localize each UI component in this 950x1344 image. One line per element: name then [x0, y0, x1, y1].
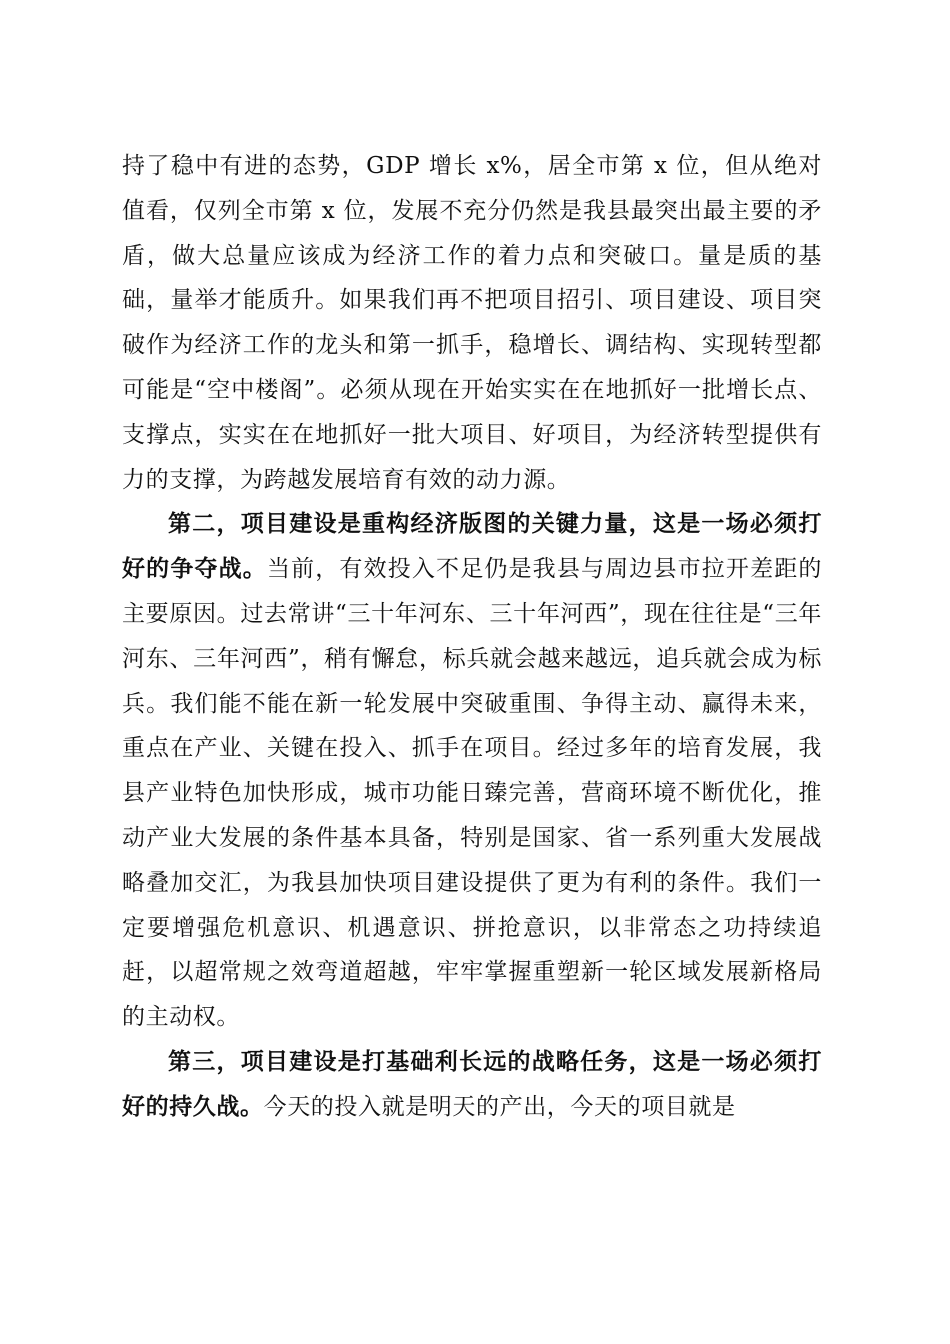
paragraph-lead-heading: 第二，项目建设是重构经济版图的关键力量，这是一场必须打好的争夺战。 — [122, 510, 822, 583]
paragraph-body: 今天的投入就是明天的产出，今天的项目就是 — [263, 1093, 736, 1120]
paragraph-body: 持了稳中有进的态势，GDP 增长 x%，居全市第 x 位，但从绝对值看，仅列全市第 x 位，发展不充分仍然是我县最突出最主要的矛盾，做大总量应该成为经济工作的着力点和突破口。量是质的基础，量举才能质升。如果我们再不把项目招引、项目建设、项目突破作为经济工作的龙头和第一抓手，稳增长、调结构、实现转型都可能是“空中楼阁”。必须从现在开始实实在在地抓好一批增长点、支撑点，实实在在地抓好一批大项目、好项目，为经济转型提供有力的支撑，为跨越发展培育有效的动力源。 — [122, 153, 822, 493]
paragraph-third-point — [122, 1040, 822, 1130]
paragraph-second-point — [122, 502, 822, 1040]
paragraph-body: 当前，有效投入不足仍是我县与周边县市拉开差距的主要原因。过去常讲“三十年河东、三十年河西”，现在往往是“三年河东、三年河西”，稍有懈怠，标兵就会越来越远，追兵就会成为标兵。我们能不能在新一轮发展中突破重围、争得主动、赢得未来，重点在产业、关键在投入、抓手在项目。经过多年的培育发展，我县产业特色加快形成，城市功能日臻完善，营商环境不断优化，推动产业大发展的条件基本具备，特别是国家、省一系列重大发展战略叠加交汇，为我县加快项目建设提供了更为有利的条件。我们一定要增强危机意识、机遇意识、拼抢意识，以非常态之功持续追赶，以超常规之效弯道超越，牢牢掌握重塑新一轮区域发展新格局的主动权。 — [122, 556, 822, 1031]
paragraph-continuation — [122, 144, 822, 502]
document-page — [122, 144, 822, 1130]
paragraph-lead-heading: 第三，项目建设是打基础利长远的战略任务，这是一场必须打好的持久战。 — [122, 1047, 822, 1120]
